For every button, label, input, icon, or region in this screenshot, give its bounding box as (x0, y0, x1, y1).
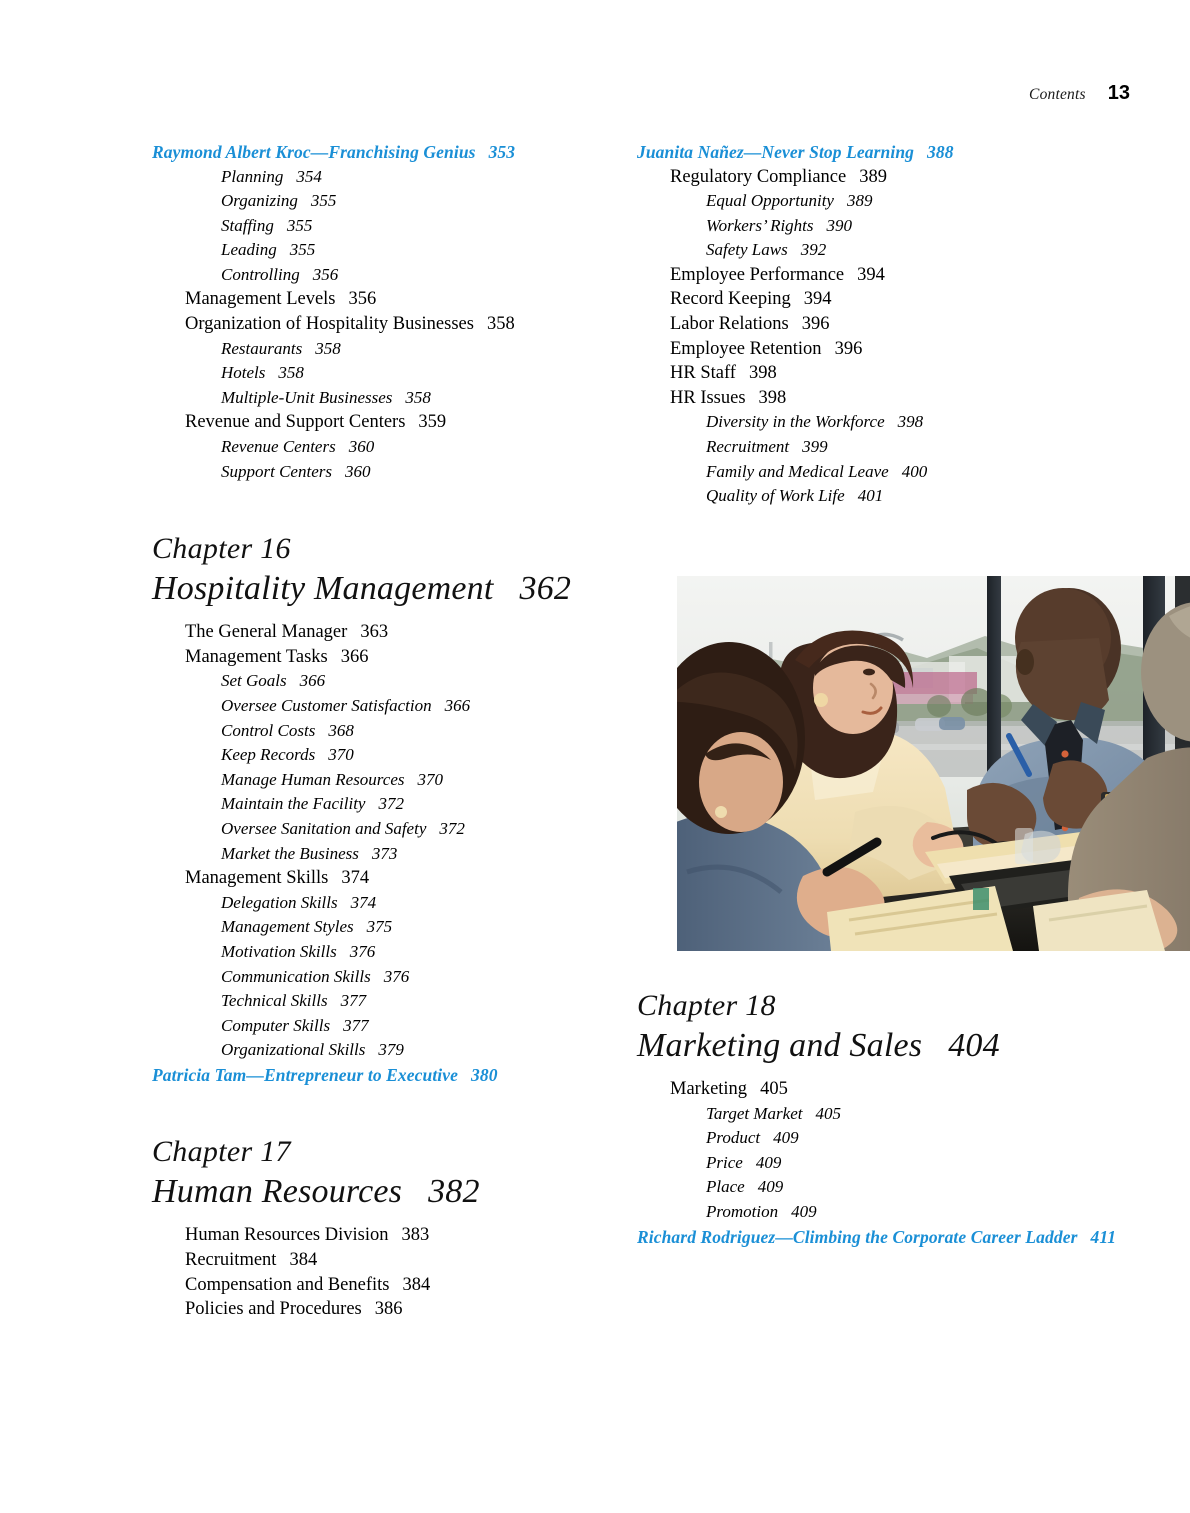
toc-entry-page-number: 376 (349, 941, 376, 961)
toc-entry-label: Compensation and Benefits (185, 1274, 390, 1295)
toc-entry-label: Quality of Work Life (706, 486, 845, 506)
toc-entry-page-number: 374 (341, 868, 370, 889)
toc-entry-page-number: 394 (857, 264, 885, 285)
toc-entry-label: Labor Relations (670, 314, 789, 335)
toc-entry-label: Controlling (221, 264, 300, 284)
toc-feature-block (637, 140, 1182, 509)
toc-entry-level-2[interactable] (221, 842, 612, 867)
toc-entry-label: Family and Medical Leave (706, 461, 889, 481)
page-number: 13 (1107, 82, 1130, 104)
toc-entry-page-number: 370 (328, 745, 354, 765)
toc-feature-heading[interactable] (152, 140, 612, 165)
toc-entry-level-1[interactable] (670, 263, 1182, 288)
toc-feature-block (152, 140, 612, 484)
toc-entry-level-2[interactable] (706, 1151, 1182, 1176)
toc-entry-level-2[interactable] (706, 435, 1182, 460)
toc-entry-level-2[interactable] (221, 460, 612, 485)
toc-entry-page-number: 366 (444, 696, 471, 715)
toc-entry-level-2[interactable] (706, 1102, 1182, 1127)
toc-entry-level-1[interactable] (185, 287, 612, 312)
toc-entry-page-number: 360 (348, 437, 375, 457)
chapter-page-number: 404 (948, 1027, 1000, 1064)
toc-entry-label: Price (706, 1152, 743, 1172)
toc-entry-label: Organizing (221, 191, 298, 211)
toc-chapter-block (152, 1087, 612, 1321)
chapter-title[interactable] (152, 568, 612, 609)
toc-entry-label: Control Costs (221, 720, 316, 740)
toc-entry-label: Support Centers (221, 461, 332, 481)
toc-entry-level-2[interactable] (221, 768, 612, 793)
toc-entry-label: Management Skills (185, 868, 329, 889)
chapter-page-number: 382 (428, 1173, 480, 1211)
toc-entry-level-2[interactable] (221, 214, 612, 239)
toc-entry-label: Technical Skills (221, 991, 328, 1011)
toc-entry-label: Market the Business (221, 843, 359, 863)
toc-entry-label: Policies and Procedures (185, 1299, 362, 1320)
toc-entry-page-number: 398 (758, 387, 787, 408)
toc-entry-page-number: 396 (834, 338, 863, 359)
toc-entry-level-2[interactable] (706, 1175, 1182, 1200)
chapter-kicker: Chapter 18 (637, 989, 776, 1022)
toc-entry-label: Delegation Skills (221, 892, 338, 912)
toc-entry-label: Record Keeping (670, 289, 791, 310)
toc-entry-page-number: 384 (402, 1274, 431, 1295)
toc-entry-level-2[interactable] (221, 989, 612, 1014)
toc-entry-level-2[interactable] (221, 238, 612, 263)
toc-entry-level-1[interactable] (185, 620, 612, 645)
toc-feature-title: Raymond Albert Kroc—Franchising Genius (152, 142, 476, 162)
toc-entry-page-number: 390 (826, 215, 853, 235)
toc-entry-page-number: 377 (340, 991, 367, 1011)
toc-entry-level-1[interactable] (185, 1273, 612, 1298)
toc-entry-level-2[interactable] (221, 940, 612, 965)
chapter-title-text: Marketing and Sales (637, 1027, 923, 1064)
toc-entry-page-number: 358 (486, 314, 515, 335)
toc-entry-page-number: 405 (815, 1103, 841, 1123)
toc-entry-level-2[interactable] (706, 460, 1182, 485)
toc-column-left (152, 140, 612, 1322)
toc-entry-label: The General Manager (185, 622, 348, 643)
toc-entry-page-number: 409 (755, 1152, 782, 1172)
toc-chapter-block (152, 484, 612, 1087)
toc-feature-entry[interactable] (152, 1063, 612, 1088)
toc-entry-page-number: 366 (340, 646, 369, 667)
toc-entry-level-2[interactable] (706, 410, 1182, 435)
chapter-title-text: Human Resources (152, 1173, 403, 1211)
toc-entry-level-2[interactable] (221, 891, 612, 916)
toc-feature-page-number: 388 (927, 142, 954, 162)
toc-entry-label: Patricia Tam—Entrepreneur to Executive (152, 1064, 458, 1085)
toc-entry-level-1[interactable] (185, 1297, 612, 1322)
toc-entry-page-number: 358 (315, 338, 341, 358)
toc-entry-level-2[interactable] (221, 435, 612, 460)
toc-entry-level-2[interactable] (706, 1200, 1182, 1225)
chapter-spacer (152, 484, 612, 530)
toc-chapter-block (637, 987, 1182, 1249)
toc-entry-page-number: 389 (846, 191, 873, 211)
chapter-title-spacer (152, 1212, 612, 1223)
toc-entry-label: Organizational Skills (221, 1040, 366, 1060)
toc-entry-label: Diversity in the Workforce (706, 412, 885, 432)
toc-entry-level-1[interactable] (670, 165, 1182, 190)
chapter-title[interactable] (152, 1171, 612, 1212)
toc-entry-label: Employee Performance (670, 264, 845, 285)
toc-entry-page-number: 356 (348, 289, 377, 310)
running-head-label: Contents (1029, 86, 1086, 103)
toc-entry-level-1[interactable] (185, 866, 612, 891)
toc-entry-level-2[interactable] (221, 386, 612, 411)
toc-entry-page-number: 366 (299, 671, 326, 691)
toc-entry-page-number: 409 (791, 1201, 817, 1221)
toc-entry-level-2[interactable] (221, 337, 612, 362)
toc-entry-level-2[interactable] (706, 238, 1182, 263)
toc-entry-label: Staffing (221, 215, 274, 235)
toc-entry-label: Maintain the Facility (221, 794, 366, 814)
toc-entry-label: Set Goals (221, 671, 287, 691)
toc-entry-page-number: 396 (801, 314, 830, 335)
toc-entry-label: Human Resources Division (185, 1225, 389, 1246)
toc-entry-label: Planning (221, 166, 284, 186)
toc-entry-page-number: 355 (310, 191, 337, 211)
toc-feature-entry[interactable] (637, 1225, 1182, 1250)
toc-entry-page-number: 411 (1090, 1226, 1117, 1247)
toc-entry-page-number: 354 (296, 166, 322, 186)
toc-entry-label: Motivation Skills (221, 941, 337, 961)
toc-entry-label: Target Market (706, 1103, 803, 1123)
toc-entry-level-1[interactable] (670, 361, 1182, 386)
toc-entry-level-2[interactable] (221, 817, 612, 842)
toc-entry-label: Multiple-Unit Businesses (221, 387, 393, 407)
toc-entry-level-2[interactable] (221, 263, 612, 288)
toc-entry-level-2[interactable] (221, 189, 612, 214)
running-head (1029, 82, 1130, 105)
toc-entry-level-2[interactable] (221, 792, 612, 817)
toc-entry-label: Equal Opportunity (706, 191, 834, 211)
toc-entry-page-number: 398 (897, 412, 924, 432)
toc-entry-level-2[interactable] (221, 694, 612, 719)
toc-entry-label: Revenue and Support Centers (185, 412, 406, 433)
chapter-kicker: Chapter 16 (152, 532, 291, 566)
toc-entry-level-2[interactable] (706, 484, 1182, 509)
toc-entry-level-1[interactable] (185, 1248, 612, 1273)
toc-entry-page-number: 401 (857, 486, 884, 506)
toc-entry-label: Promotion (706, 1201, 779, 1221)
toc-entry-label: Management Styles (221, 917, 354, 937)
toc-entry-page-number: 359 (418, 412, 447, 433)
toc-entry-level-1[interactable] (670, 386, 1182, 411)
toc-entry-label: Computer Skills (221, 1015, 331, 1035)
toc-entry-label: Manage Human Resources (221, 769, 405, 789)
toc-entry-label: Management Tasks (185, 646, 328, 667)
toc-entry-label: Marketing (670, 1079, 748, 1099)
toc-column-right (637, 140, 1182, 1249)
toc-entry-level-2[interactable] (221, 719, 612, 744)
toc-entry-level-2[interactable] (221, 1014, 612, 1039)
chapter-spacer (152, 1087, 612, 1133)
toc-feature-title: Juanita Nañez—Never Stop Learning (637, 142, 915, 162)
toc-entry-page-number: 372 (439, 818, 465, 838)
toc-entry-label: Revenue Centers (221, 437, 336, 457)
toc-entry-label: HR Issues (670, 387, 746, 408)
toc-entry-level-1[interactable] (185, 312, 612, 337)
toc-entry-level-2[interactable] (706, 1126, 1182, 1151)
toc-entry-page-number: 372 (378, 794, 404, 814)
toc-entry-level-2[interactable] (221, 915, 612, 940)
toc-entry-label: Management Levels (185, 289, 336, 310)
toc-entry-level-2[interactable] (221, 669, 612, 694)
toc-entry-label: Regulatory Compliance (670, 166, 847, 187)
toc-entry-label: Employee Retention (670, 338, 822, 359)
toc-entry-page-number: 368 (328, 720, 354, 740)
toc-entry-level-2[interactable] (706, 189, 1182, 214)
toc-entry-label: Oversee Customer Satisfaction (221, 696, 432, 715)
toc-entry-page-number: 386 (374, 1299, 403, 1320)
toc-entry-page-number: 356 (312, 264, 339, 284)
toc-entry-page-number: 358 (278, 363, 304, 383)
toc-entry-page-number: 370 (417, 769, 443, 789)
toc-entry-label: Recruitment (185, 1250, 277, 1270)
toc-entry-level-1[interactable] (185, 410, 612, 435)
toc-entry-page-number: 409 (773, 1128, 799, 1148)
toc-feature-page-number: 353 (488, 142, 516, 162)
toc-entry-level-2[interactable] (706, 214, 1182, 239)
toc-entry-level-1[interactable] (670, 287, 1182, 312)
toc-entry-page-number: 394 (803, 289, 832, 310)
toc-entry-label: Hotels (221, 363, 266, 383)
toc-entry-page-number: 399 (802, 437, 828, 457)
toc-entry-page-number: 398 (748, 363, 777, 384)
toc-entry-label: Leading (221, 240, 277, 260)
toc-entry-page-number: 363 (360, 622, 389, 643)
toc-entry-label: Organization of Hospitality Businesses (185, 314, 474, 335)
toc-entry-level-2[interactable] (221, 361, 612, 386)
toc-entry-label: Place (706, 1177, 745, 1197)
toc-entry-label: Safety Laws (706, 240, 788, 260)
toc-entry-page-number: 376 (383, 966, 410, 986)
toc-entry-page-number: 379 (378, 1040, 404, 1060)
toc-entry-level-2[interactable] (221, 1038, 612, 1063)
toc-entry-label: HR Staff (670, 363, 736, 384)
toc-entry-page-number: 360 (344, 461, 371, 481)
toc-entry-page-number: 374 (350, 892, 377, 912)
toc-entry-page-number: 383 (401, 1225, 430, 1246)
toc-entry-page-number: 384 (289, 1250, 318, 1270)
toc-entry-level-2[interactable] (221, 743, 612, 768)
chapter-title-text: Hospitality Management (152, 570, 494, 608)
toc-entry-page-number: 392 (800, 240, 827, 260)
toc-entry-level-1[interactable] (185, 1223, 612, 1248)
toc-entry-label: Richard Rodriguez—Climbing the Corporate Career Ladder (637, 1226, 1078, 1247)
toc-entry-level-1[interactable] (185, 645, 612, 670)
chapter-page-number: 362 (519, 570, 572, 608)
toc-entry-label: Oversee Sanitation and Safety (221, 818, 427, 838)
chapter-title-spacer (152, 609, 612, 620)
toc-entry-page-number: 380 (471, 1064, 498, 1085)
toc-entry-page-number: 400 (901, 461, 928, 481)
toc-entry-page-number: 373 (371, 843, 398, 863)
toc-entry-label: Product (706, 1128, 761, 1148)
toc-entry-page-number: 355 (286, 215, 313, 235)
toc-feature-heading[interactable] (637, 140, 1182, 165)
toc-entry-level-2[interactable] (221, 165, 612, 190)
chapter-kicker: Chapter 17 (152, 1135, 291, 1169)
chapter-title[interactable] (637, 1025, 1182, 1066)
toc-entry-level-2[interactable] (221, 965, 612, 990)
toc-entry-page-number: 405 (760, 1079, 788, 1099)
toc-entry-page-number: 355 (289, 240, 316, 260)
toc-entry-page-number: 409 (757, 1177, 784, 1197)
toc-entry-level-1[interactable] (670, 1077, 1182, 1102)
toc-entry-level-1[interactable] (670, 312, 1182, 337)
toc-entry-page-number: 358 (405, 387, 431, 407)
toc-entry-label: Workers’ Rights (706, 215, 814, 235)
toc-entry-page-number: 375 (366, 917, 393, 937)
toc-entry-label: Communication Skills (221, 966, 371, 986)
toc-entry-level-1[interactable] (670, 337, 1182, 362)
toc-entry-page-number: 377 (343, 1015, 369, 1035)
toc-entry-label: Restaurants (221, 338, 303, 358)
toc-entry-label: Recruitment (706, 437, 790, 457)
toc-entry-page-number: 389 (859, 166, 887, 187)
toc-entry-label: Keep Records (221, 745, 316, 765)
chapter-title-spacer (637, 1066, 1182, 1077)
